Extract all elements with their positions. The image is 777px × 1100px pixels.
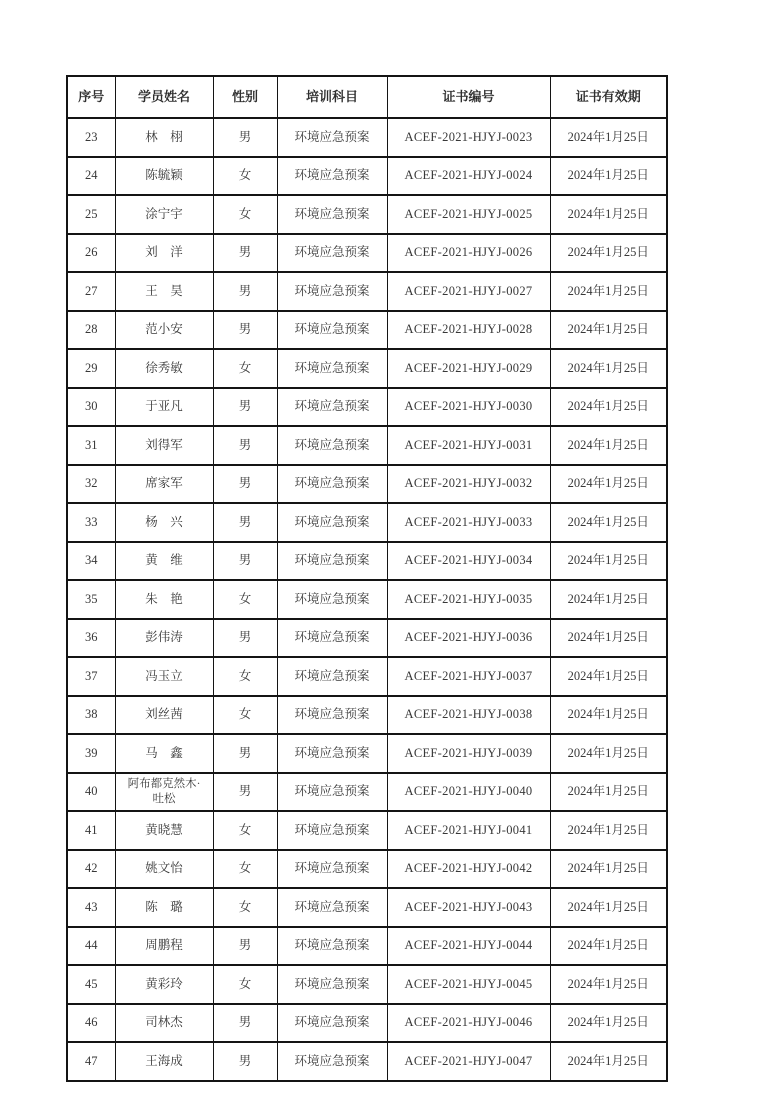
cell-index: 47: [67, 1042, 115, 1081]
cell-gender: 男: [213, 927, 277, 966]
cell-name: 陈 璐: [115, 888, 213, 927]
cell-gender: 女: [213, 888, 277, 927]
table-row: [67, 734, 667, 773]
column-header-index: 序号: [67, 76, 115, 118]
cell-subject: 环境应急预案: [277, 619, 387, 658]
cell-index: 36: [67, 619, 115, 658]
table-row: [67, 927, 667, 966]
cell-cert-no: ACEF-2021-HJYJ-0032: [387, 465, 550, 504]
cell-subject: 环境应急预案: [277, 734, 387, 773]
cell-validity: 2024年1月25日: [550, 349, 667, 388]
cell-index: 29: [67, 349, 115, 388]
cell-cert-no: ACEF-2021-HJYJ-0025: [387, 195, 550, 234]
table-row: [67, 118, 667, 157]
cell-validity: 2024年1月25日: [550, 773, 667, 812]
cell-name: 席家军: [115, 465, 213, 504]
cell-index: 34: [67, 542, 115, 581]
cell-validity: 2024年1月25日: [550, 195, 667, 234]
cell-cert-no: ACEF-2021-HJYJ-0031: [387, 426, 550, 465]
cell-validity: 2024年1月25日: [550, 1004, 667, 1043]
cell-name: 陈毓颖: [115, 157, 213, 196]
cell-validity: 2024年1月25日: [550, 311, 667, 350]
cell-index: 41: [67, 811, 115, 850]
cell-index: 39: [67, 734, 115, 773]
cell-index: 42: [67, 850, 115, 889]
cell-subject: 环境应急预案: [277, 157, 387, 196]
cell-validity: 2024年1月25日: [550, 388, 667, 427]
cell-gender: 男: [213, 734, 277, 773]
table-row: [67, 580, 667, 619]
cell-name: 黄彩玲: [115, 965, 213, 1004]
cell-cert-no: ACEF-2021-HJYJ-0045: [387, 965, 550, 1004]
cell-cert-no: ACEF-2021-HJYJ-0044: [387, 927, 550, 966]
cell-index: 40: [67, 773, 115, 812]
cell-validity: 2024年1月25日: [550, 696, 667, 735]
cell-cert-no: ACEF-2021-HJYJ-0042: [387, 850, 550, 889]
cell-validity: 2024年1月25日: [550, 234, 667, 273]
column-header-name: 学员姓名: [115, 76, 213, 118]
cell-index: 31: [67, 426, 115, 465]
cell-subject: 环境应急预案: [277, 580, 387, 619]
table-row: [67, 272, 667, 311]
cell-subject: 环境应急预案: [277, 657, 387, 696]
cell-name: 刘 洋: [115, 234, 213, 273]
cell-subject: 环境应急预案: [277, 1042, 387, 1081]
certificate-table: [66, 75, 668, 1082]
table-row: [67, 234, 667, 273]
cell-validity: 2024年1月25日: [550, 426, 667, 465]
cell-subject: 环境应急预案: [277, 465, 387, 504]
cell-gender: 男: [213, 272, 277, 311]
cell-name: 于亚凡: [115, 388, 213, 427]
cell-cert-no: ACEF-2021-HJYJ-0041: [387, 811, 550, 850]
cell-index: 30: [67, 388, 115, 427]
cell-validity: 2024年1月25日: [550, 927, 667, 966]
cell-index: 23: [67, 118, 115, 157]
cell-cert-no: ACEF-2021-HJYJ-0040: [387, 773, 550, 812]
cell-subject: 环境应急预案: [277, 349, 387, 388]
cell-subject: 环境应急预案: [277, 388, 387, 427]
table-row: [67, 657, 667, 696]
cell-index: 38: [67, 696, 115, 735]
cell-subject: 环境应急预案: [277, 311, 387, 350]
cell-validity: 2024年1月25日: [550, 580, 667, 619]
cell-gender: 男: [213, 118, 277, 157]
cell-gender: 女: [213, 696, 277, 735]
cell-gender: 女: [213, 157, 277, 196]
cell-name: 范小安: [115, 311, 213, 350]
cell-gender: 女: [213, 657, 277, 696]
cell-name: 姚文怡: [115, 850, 213, 889]
cell-validity: 2024年1月25日: [550, 157, 667, 196]
cell-cert-no: ACEF-2021-HJYJ-0028: [387, 311, 550, 350]
cell-validity: 2024年1月25日: [550, 542, 667, 581]
cell-name: 王 昊: [115, 272, 213, 311]
cell-index: 25: [67, 195, 115, 234]
cell-name: 徐秀敏: [115, 349, 213, 388]
cell-index: 26: [67, 234, 115, 273]
cell-index: 46: [67, 1004, 115, 1043]
cell-cert-no: ACEF-2021-HJYJ-0030: [387, 388, 550, 427]
table-row: [67, 811, 667, 850]
cell-cert-no: ACEF-2021-HJYJ-0027: [387, 272, 550, 311]
cell-index: 32: [67, 465, 115, 504]
cell-validity: 2024年1月25日: [550, 619, 667, 658]
cell-subject: 环境应急预案: [277, 195, 387, 234]
cell-validity: 2024年1月25日: [550, 811, 667, 850]
cell-cert-no: ACEF-2021-HJYJ-0024: [387, 157, 550, 196]
cell-gender: 女: [213, 811, 277, 850]
cell-gender: 男: [213, 619, 277, 658]
cell-gender: 男: [213, 388, 277, 427]
cell-validity: 2024年1月25日: [550, 1042, 667, 1081]
cell-index: 28: [67, 311, 115, 350]
table-row: [67, 696, 667, 735]
table-row: [67, 311, 667, 350]
cell-cert-no: ACEF-2021-HJYJ-0046: [387, 1004, 550, 1043]
cell-name: 朱 艳: [115, 580, 213, 619]
cell-gender: 男: [213, 1042, 277, 1081]
cell-name: 刘得军: [115, 426, 213, 465]
table-row: [67, 426, 667, 465]
cell-name: 冯玉立: [115, 657, 213, 696]
cell-validity: 2024年1月25日: [550, 965, 667, 1004]
table-row: [67, 465, 667, 504]
cell-index: 44: [67, 927, 115, 966]
table-row: [67, 195, 667, 234]
cell-validity: 2024年1月25日: [550, 657, 667, 696]
cell-subject: 环境应急预案: [277, 118, 387, 157]
table-row: [67, 888, 667, 927]
cell-validity: 2024年1月25日: [550, 465, 667, 504]
cell-name: 林 栩: [115, 118, 213, 157]
table-row: [67, 349, 667, 388]
table-row: [67, 157, 667, 196]
cell-gender: 男: [213, 465, 277, 504]
cell-validity: 2024年1月25日: [550, 272, 667, 311]
cell-subject: 环境应急预案: [277, 927, 387, 966]
cell-name: 王海成: [115, 1042, 213, 1081]
table-row: [67, 773, 667, 812]
cell-gender: 女: [213, 850, 277, 889]
cell-cert-no: ACEF-2021-HJYJ-0043: [387, 888, 550, 927]
cell-cert-no: ACEF-2021-HJYJ-0037: [387, 657, 550, 696]
cell-name: 司林杰: [115, 1004, 213, 1043]
cell-cert-no: ACEF-2021-HJYJ-0047: [387, 1042, 550, 1081]
cell-subject: 环境应急预案: [277, 1004, 387, 1043]
cell-name: 杨 兴: [115, 503, 213, 542]
cell-name: 彭伟涛: [115, 619, 213, 658]
cell-subject: 环境应急预案: [277, 811, 387, 850]
cell-name: 马 鑫: [115, 734, 213, 773]
cell-name: 黄 维: [115, 542, 213, 581]
table-row: [67, 1004, 667, 1043]
cell-subject: 环境应急预案: [277, 773, 387, 812]
table-row: [67, 965, 667, 1004]
cell-index: 27: [67, 272, 115, 311]
cell-index: 24: [67, 157, 115, 196]
cell-cert-no: ACEF-2021-HJYJ-0023: [387, 118, 550, 157]
table-row: [67, 542, 667, 581]
cell-index: 35: [67, 580, 115, 619]
cell-validity: 2024年1月25日: [550, 118, 667, 157]
cell-index: 37: [67, 657, 115, 696]
column-header-validity: 证书有效期: [550, 76, 667, 118]
cell-gender: 女: [213, 195, 277, 234]
table-row: [67, 1042, 667, 1081]
cell-gender: 女: [213, 580, 277, 619]
cell-validity: 2024年1月25日: [550, 850, 667, 889]
cell-gender: 男: [213, 542, 277, 581]
header-row: [67, 76, 667, 118]
cell-gender: 男: [213, 503, 277, 542]
table-row: [67, 850, 667, 889]
cell-subject: 环境应急预案: [277, 850, 387, 889]
cell-gender: 男: [213, 311, 277, 350]
table-row: [67, 619, 667, 658]
cell-name: 刘丝茜: [115, 696, 213, 735]
cell-subject: 环境应急预案: [277, 426, 387, 465]
cell-validity: 2024年1月25日: [550, 888, 667, 927]
table-body: [67, 118, 667, 1081]
cell-subject: 环境应急预案: [277, 696, 387, 735]
cell-cert-no: ACEF-2021-HJYJ-0036: [387, 619, 550, 658]
column-header-subject: 培训科目: [277, 76, 387, 118]
column-header-cert_no: 证书编号: [387, 76, 550, 118]
cell-index: 33: [67, 503, 115, 542]
cell-subject: 环境应急预案: [277, 272, 387, 311]
table-row: [67, 388, 667, 427]
cell-cert-no: ACEF-2021-HJYJ-0035: [387, 580, 550, 619]
cell-cert-no: ACEF-2021-HJYJ-0033: [387, 503, 550, 542]
cell-gender: 男: [213, 1004, 277, 1043]
cell-subject: 环境应急预案: [277, 234, 387, 273]
cell-gender: 男: [213, 773, 277, 812]
cell-name: 阿布都克然木·吐松: [115, 773, 213, 812]
cell-gender: 男: [213, 234, 277, 273]
cell-name: 涂宁宇: [115, 195, 213, 234]
cell-gender: 女: [213, 965, 277, 1004]
cell-subject: 环境应急预案: [277, 542, 387, 581]
cell-gender: 男: [213, 426, 277, 465]
cell-name: 黄晓慧: [115, 811, 213, 850]
cell-name: 周鹏程: [115, 927, 213, 966]
cell-cert-no: ACEF-2021-HJYJ-0034: [387, 542, 550, 581]
cell-cert-no: ACEF-2021-HJYJ-0026: [387, 234, 550, 273]
cell-index: 45: [67, 965, 115, 1004]
cell-gender: 女: [213, 349, 277, 388]
cell-cert-no: ACEF-2021-HJYJ-0029: [387, 349, 550, 388]
cell-validity: 2024年1月25日: [550, 503, 667, 542]
cell-subject: 环境应急预案: [277, 888, 387, 927]
cell-cert-no: ACEF-2021-HJYJ-0038: [387, 696, 550, 735]
cell-cert-no: ACEF-2021-HJYJ-0039: [387, 734, 550, 773]
cell-subject: 环境应急预案: [277, 965, 387, 1004]
cell-validity: 2024年1月25日: [550, 734, 667, 773]
cell-index: 43: [67, 888, 115, 927]
cell-subject: 环境应急预案: [277, 503, 387, 542]
column-header-gender: 性别: [213, 76, 277, 118]
table-row: [67, 503, 667, 542]
